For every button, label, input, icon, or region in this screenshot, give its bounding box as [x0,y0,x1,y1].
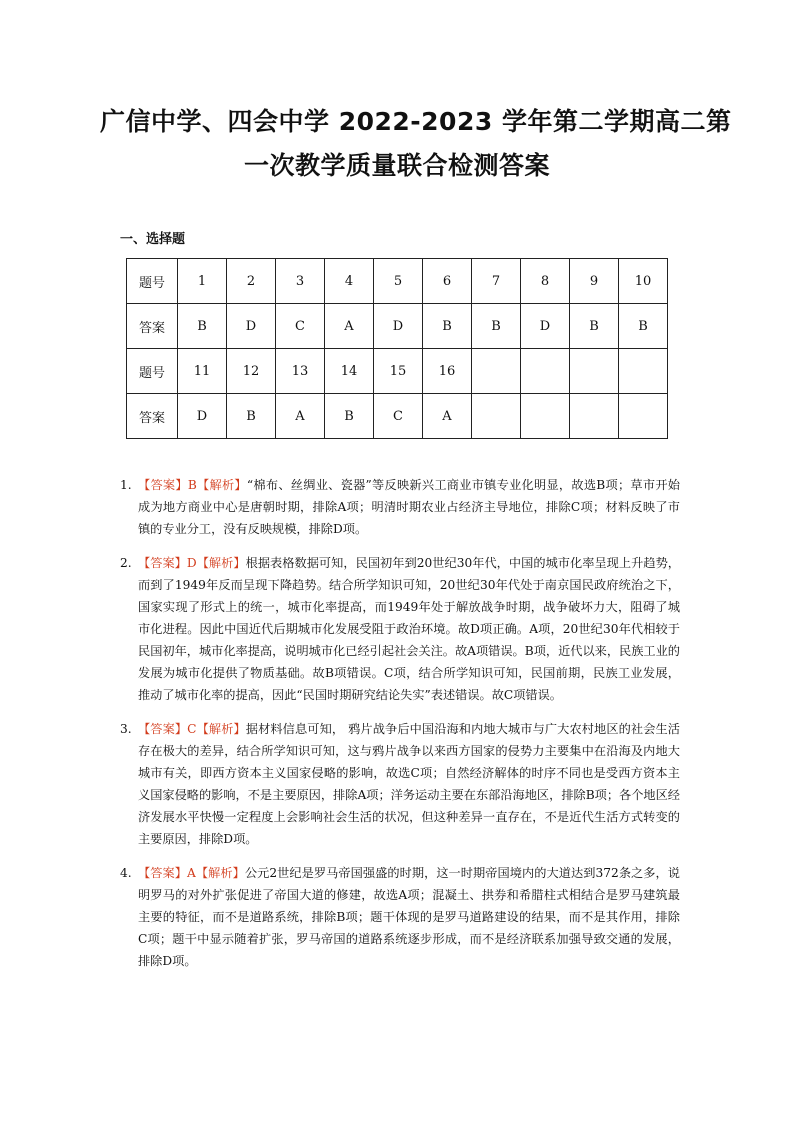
row-label: 题号 [127,259,178,304]
item-body [138,862,680,972]
table-cell: 3 [276,259,325,304]
answer-table [126,258,668,439]
answer-tag: 【答案】B【解析】 [138,478,247,492]
table-cell: 5 [374,259,423,304]
document-title [100,100,732,188]
item-number: 3. [120,722,132,736]
table-cell: D [521,304,570,349]
item-body [138,474,680,540]
table-cell: D [227,304,276,349]
table-cell [472,349,521,394]
item-number: 4. [120,866,132,880]
table-cell: C [276,304,325,349]
explanation-list [120,474,680,984]
table-cell: 7 [472,259,521,304]
answer-tag: 【答案】D【解析】 [138,556,246,570]
row-label: 题号 [127,349,178,394]
table-row-answers-1 [127,304,668,349]
table-cell [521,349,570,394]
explanation-item [120,474,680,540]
table-cell: D [178,394,227,439]
table-cell: B [325,394,374,439]
table-cell: 4 [325,259,374,304]
table-cell: 2 [227,259,276,304]
answer-tag: 【答案】C【解析】 [138,722,246,736]
table-cell: B [472,304,521,349]
table-cell: 13 [276,349,325,394]
table-cell: 12 [227,349,276,394]
explanation-text: 公元2世纪是罗马帝国强盛的时期，这一时期帝国境内的大道达到372条之多，说明罗马的对外扩张促进了帝国大道的修建，故选A项；混凝土、拱券和希腊柱式相结合是罗马建筑最主要的特征，而不是道路系统，排除B项；题干体现的是罗马道路建设的结果，而不是其作用，排除C项；题干中显示随着扩张，罗马帝国的道路系统逐步形成，而不是经济联系加强导致交通的发展，排除D项。 [138,866,680,968]
table-cell [570,394,619,439]
explanation-text: “棉布、丝绸业、瓷器”等反映新兴工商业市镇专业化明显，故选B项；草市开始成为地方商业中心是唐朝时期，排除A项；明清时期农业占经济主导地位，排除C项；材料反映了市镇的专业分工，没有反映规模，排除D项。 [138,478,680,536]
table-cell [521,394,570,439]
table-cell: 6 [423,259,472,304]
table-cell: 16 [423,349,472,394]
table-cell: A [276,394,325,439]
explanation-item [120,718,680,850]
table-cell: B [423,304,472,349]
item-body [138,718,680,850]
explanation-text: 据材料信息可知， 鸦片战争后中国沿海和内地大城市与广大农村地区的社会生活存在极大的差异，结合所学知识可知，这与鸦片战争以来西方国家的侵势力主要集中在沿海及内地大城市有关，即西方资本主义国家侵略的影响，故选C项；自然经济解体的时序不同也是受西方资本主义国家侵略的影响，不是主要原因，排除A项；洋务运动主要在东部沿海地区，排除B项；各个地区经济发展水平快慢一定程度上会影响社会生活的状况，但这种差异一直存在，不是近代生活方式转变的主要原因，排除D项。 [138,722,680,846]
table-cell: 14 [325,349,374,394]
explanation-text: 根据表格数据可知，民国初年到20世纪30年代，中国的城市化率呈现上升趋势，而到了1949年反而呈现下降趋势。结合所学知识可知，20世纪30年代处于南京国民政府统治之下，国家实现了形式上的统一，城市化率提高，而1949年处于解放战争时期，战争破坏力大，阻碍了城市化进程。因此中国近代后期城市化发展受阻于政治环境。故D项正确。A项，20世纪30年代相较于民国初年，城市化率提高，说明城市化已经引起社会关注。故A项错误。B项，近代以来，民族工业的发展为城市化提供了物质基础。故B项错误。C项，结合所学知识可知，民国前期，民族工业发展，推动了城市化率的提高，因此“民国时期研究结论失实”表述错误。故C项错误。 [138,556,680,702]
table-cell [619,394,668,439]
table-cell: B [570,304,619,349]
item-number: 1. [120,478,132,492]
section-heading: 一、选择题 [120,232,186,247]
table-cell: C [374,394,423,439]
explanation-item [120,552,680,706]
table-cell: 9 [570,259,619,304]
table-row-answers-2 [127,394,668,439]
table-cell: B [227,394,276,439]
answer-tag: 【答案】A【解析】 [138,866,245,880]
table-cell: B [178,304,227,349]
table-cell: 8 [521,259,570,304]
table-row-questions-2 [127,349,668,394]
table-cell: 10 [619,259,668,304]
table-cell: D [374,304,423,349]
table-cell: A [325,304,374,349]
table-row-questions-1 [127,259,668,304]
table-cell [472,394,521,439]
table-cell [619,349,668,394]
table-cell: 11 [178,349,227,394]
table-cell: 15 [374,349,423,394]
item-number: 2. [120,556,132,570]
row-label: 答案 [127,394,178,439]
row-label: 答案 [127,304,178,349]
explanation-item [120,862,680,972]
table-cell: 1 [178,259,227,304]
title-line-1: 广信中学、四会中学 2022-2023 学年第二学期高二第 [100,107,732,136]
table-cell: B [619,304,668,349]
item-body [138,552,680,706]
title-line-2: 一次教学质量联合检测答案 [243,151,550,180]
table-cell: A [423,394,472,439]
table-cell [570,349,619,394]
